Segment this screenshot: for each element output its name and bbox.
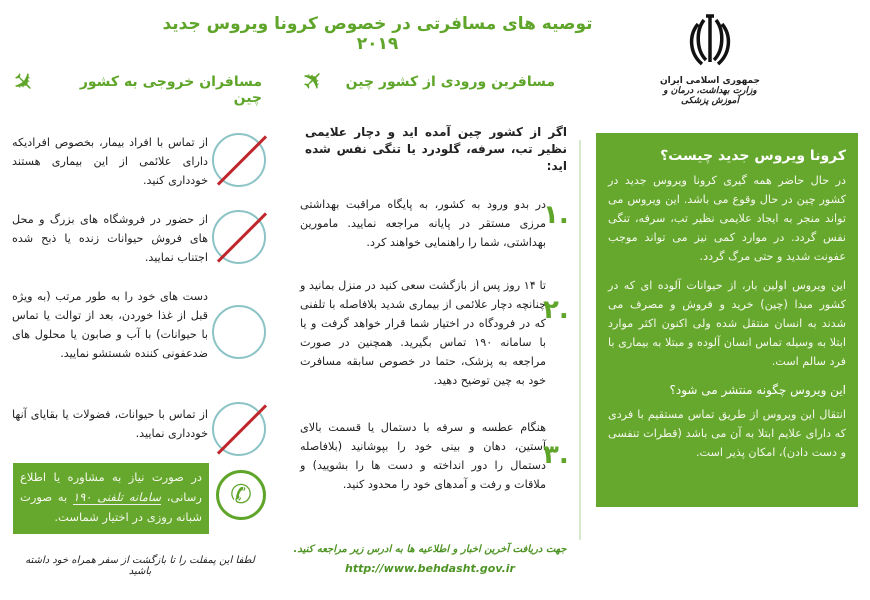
- step-number: ۲.: [543, 295, 569, 325]
- advice-text: از تماس با حیوانات، فضولات یا بقایای آنها خودداری نمایید.: [12, 408, 208, 440]
- advice-text: از حضور در فروشگاه های بزرگ و محل های فروش حیوانات زنده یا ذبح شده اجتناب نمایید.: [12, 213, 208, 264]
- step-number: ۱.: [543, 200, 569, 230]
- info-subheading: این ویروس چگونه منتشر می شود؟: [669, 383, 846, 397]
- step-text: تا ۱۴ روز پس از بازگشت سعی کنید در منزل بمانید و چنانچه دچار علائمی از بیماری شدید بلافاصله با تلفنی که در فرودگاه در اختیار شما قرار خواهد گرفت و یا با سامانه ۱۹۰ تماس بگیرید. همچنین در صورت مراجعه به پزشک، حتما در خصوص سابقه مسافرت خود به چین توضیح دهید.: [300, 279, 546, 387]
- step-number: ۳.: [543, 440, 569, 470]
- no-contact-sick-icon: [212, 133, 266, 187]
- hotline-text: در صورت نیاز به مشاوره یا اطلاع رسانی،: [20, 470, 202, 504]
- hotline-box: [13, 463, 209, 534]
- page-title: توصیه های مسافرتی در خصوص کرونا ویروس جدید ۲۰۱۹: [162, 14, 593, 54]
- more-info-text: جهت دریافت آخرین اخبار و اطلاعیه ها به ادرس زیر مراجعه کنید.: [293, 544, 567, 555]
- hand-wash-icon: [212, 305, 266, 359]
- info-box: [596, 133, 858, 507]
- airplane-icon: ✈: [295, 62, 333, 100]
- emblem-icon: [688, 12, 732, 70]
- info-heading: کرونا ویروس جدید چیست؟: [660, 148, 846, 164]
- hotline-link: سامانه تلفنی ۱۹۰: [72, 490, 162, 504]
- info-paragraph: در حال حاضر همه گیری کرونا ویروس جدید در کشور چین در حال وقوع می باشد. این ویروس می تواند منجر به ایجاد علایمی نظیر تب، سرفه، تنگی نفس گردد. در موارد کمی نیز می تواند موجب عفونت شدید و حتی مرگ گردد.: [608, 174, 846, 263]
- info-paragraph: این ویروس اولین بار، از حیوانات آلوده ای که در کشور مبدا (چین) خرید و فروش و مصرف می شدند به انسان منتقل شده ولی اکنون اکثر موارد ابتلا به وسیله تماس انسان آلوده و مبتلا به بیماری با فرد سالم است.: [608, 279, 846, 368]
- ministry-logo: [655, 12, 765, 112]
- phone-icon: ✆: [216, 470, 266, 520]
- keep-pamphlet-note: لطفا این پمفلت را تا بازگشت از سفر همراه خود داشته باشید: [25, 555, 255, 577]
- advice-text: از تماس با افراد بیمار، بخصوص افرادیکه دارای علائمی از این بیماری هستند خودداری کنید.: [12, 136, 208, 187]
- hotline-text: به صورت شبانه روزی در اختیار شماست.: [20, 490, 202, 524]
- logo-line-2: وزارت بهداشت، درمان و آموزش پزشکی: [663, 86, 757, 106]
- column-divider: [579, 140, 581, 540]
- incoming-question: اگر از کشور چین آمده اید و دچار علایمی نظیر تب، سرفه، گلودرد یا تنگی نفس شده اید:: [305, 125, 567, 173]
- no-animals-icon: [212, 402, 266, 456]
- no-market-icon: [212, 210, 266, 264]
- advice-text: دست های خود را به طور مرتب (به ویژه قبل از غذا خوردن، بعد از توالت یا تماس با حیوانات) با آب و صابون یا محلول های ضدعفونی کننده شستشو نمایید.: [12, 290, 208, 360]
- website-link[interactable]: http://www.behdasht.gov.ir: [345, 562, 515, 575]
- outgoing-header: مسافران خروجی به کشور چین: [79, 74, 262, 106]
- airplane-icon: ✈: [4, 64, 42, 102]
- step-text: در بدو ورود به کشور، به پایگاه مراقبت بهداشتی مرزی مستقر در پایانه مراجعه نمایید. مامورین بهداشتی، شما را راهنمایی خواهند کرد.: [300, 198, 546, 249]
- info-paragraph: انتقال این ویروس از طریق تماس مستقیم با فردی که دارای علایم ابتلا به آن می باشد (قطرات تنفسی و دست دادن)، امکان پذیر است.: [608, 408, 846, 459]
- logo-line-1: جمهوری اسلامی ایران: [659, 76, 761, 86]
- step-text: هنگام عطسه و سرفه با دستمال یا قسمت بالای آستین، دهان و بینی خود را بپوشانید (بلافاصله دستمال را دور انداخته و دست ها را بشویید) و ملاقات و رفت و آمدهای خود را محدود کنید.: [300, 421, 546, 491]
- incoming-header: مسافرین ورودی از کشور چین: [345, 74, 555, 90]
